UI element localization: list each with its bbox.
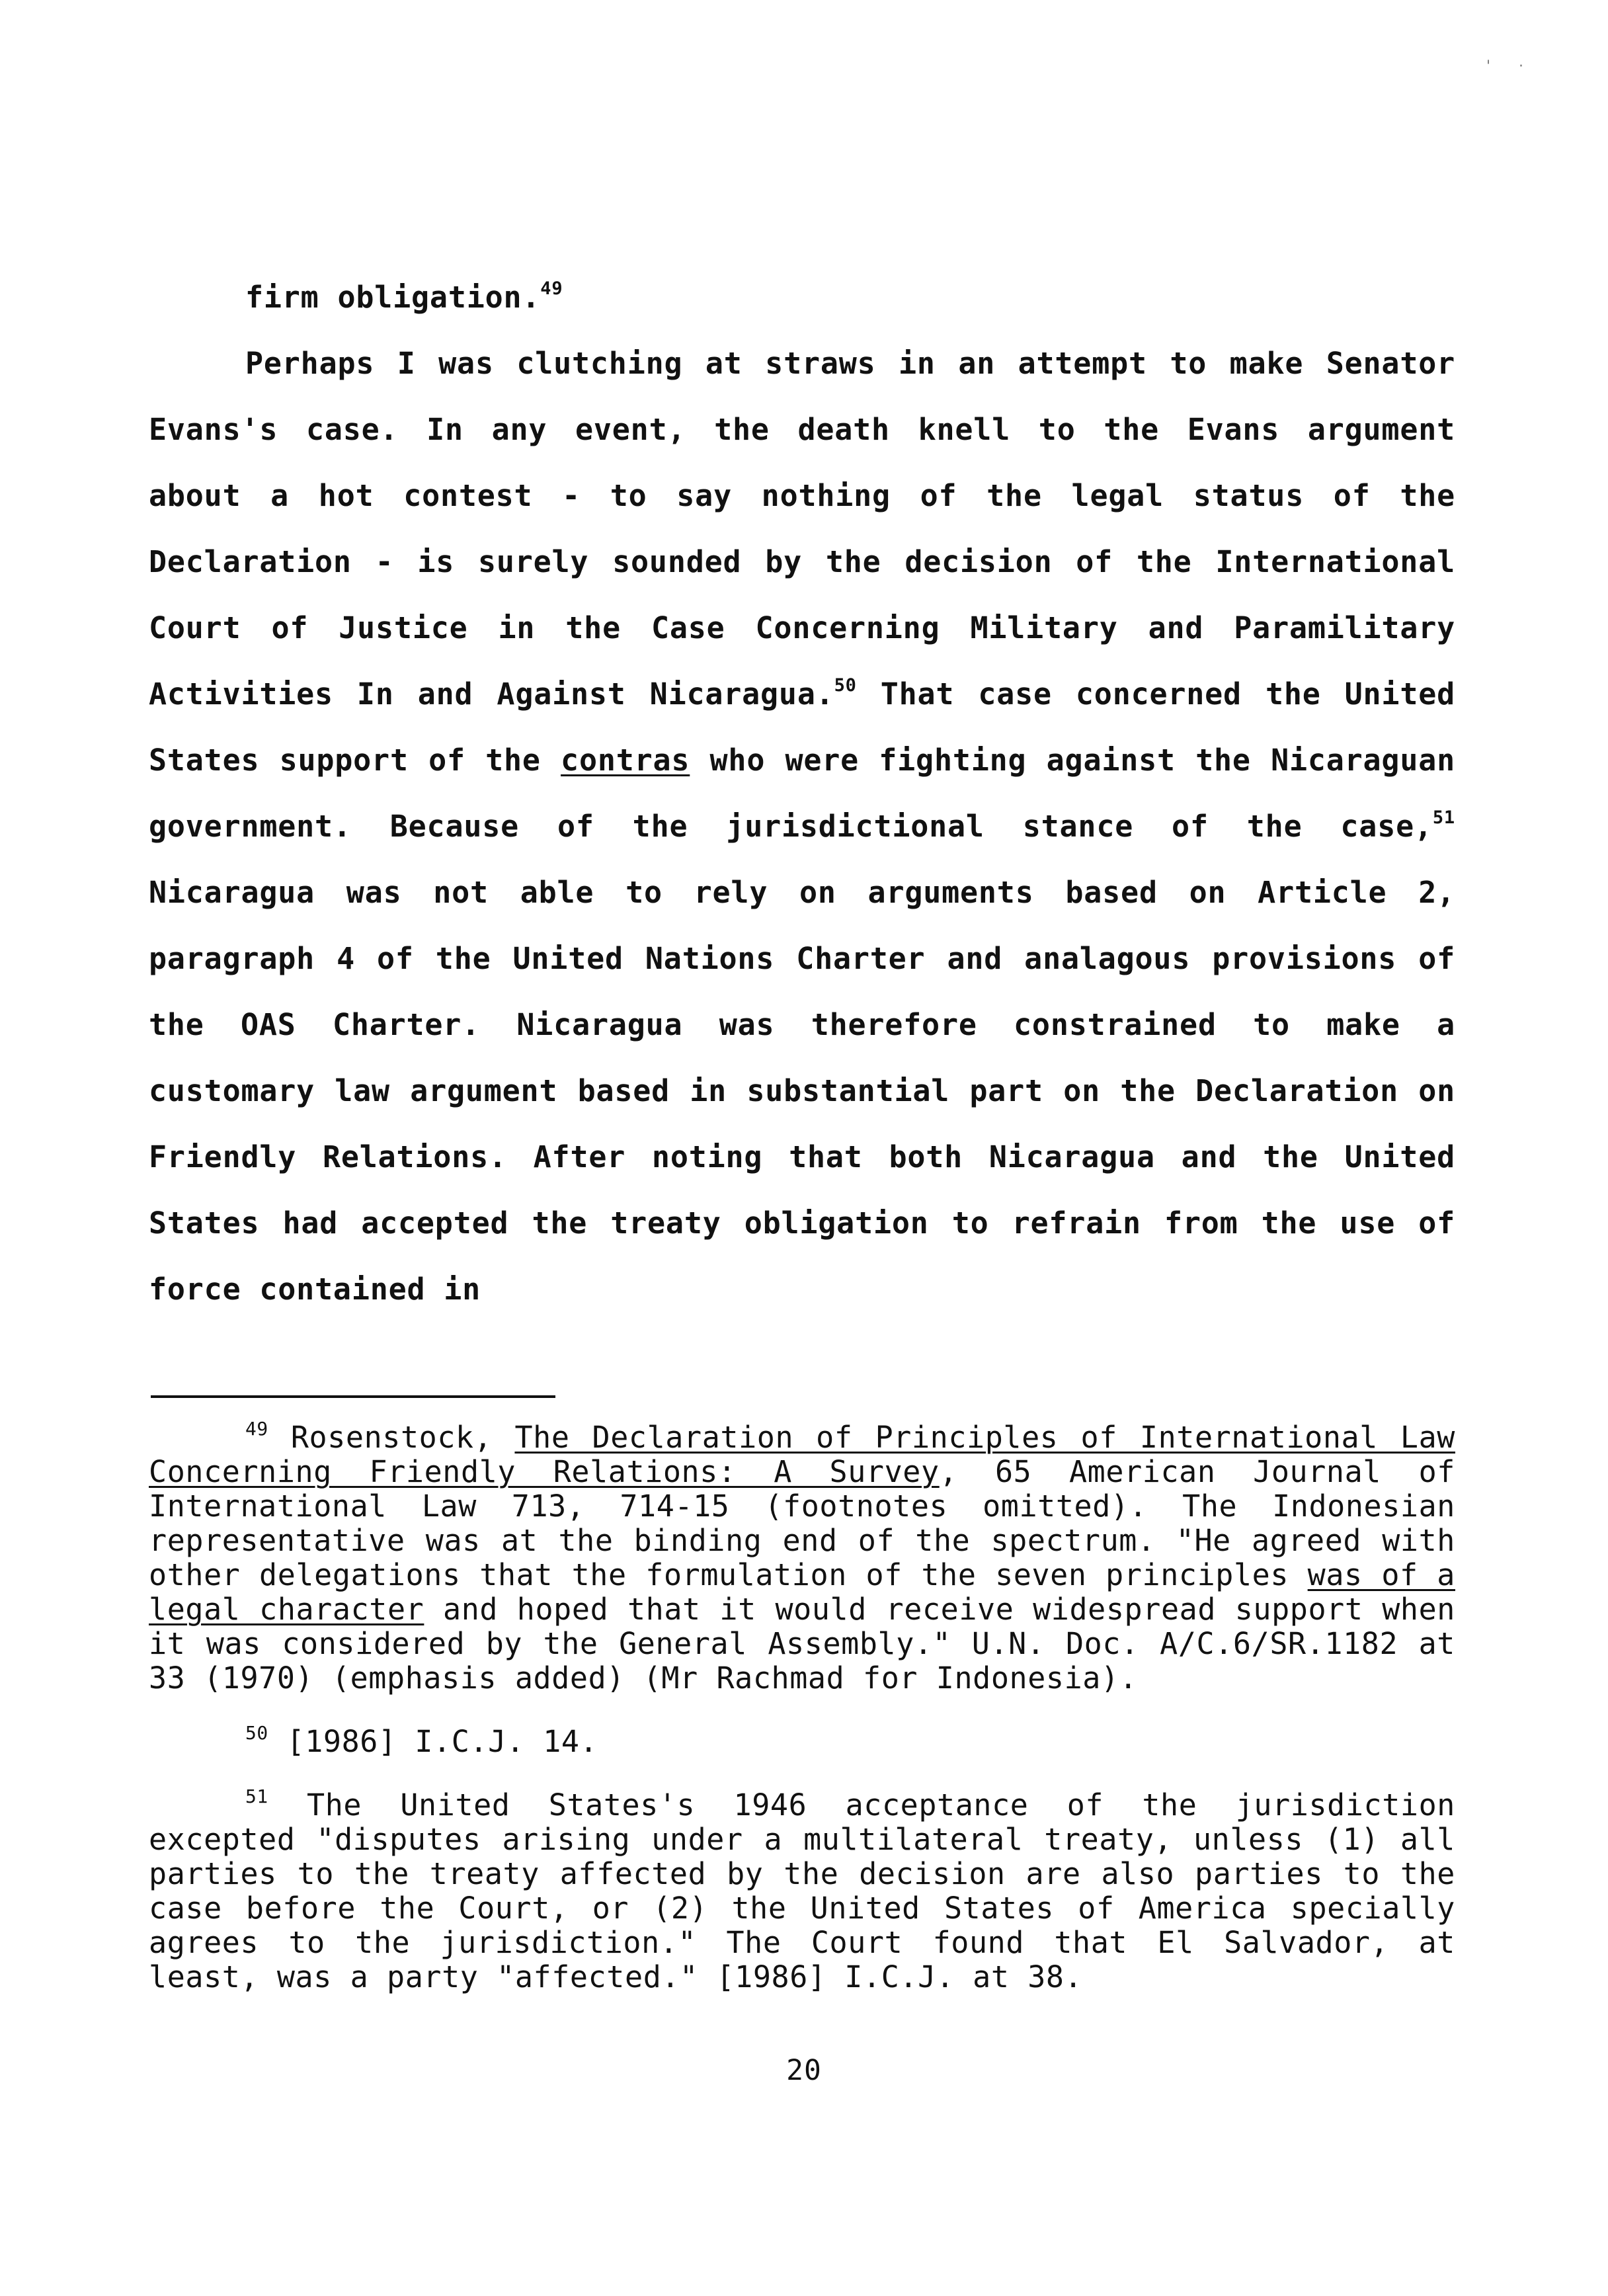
footnote-text: , 65 American Journal of International Law 713, 714-15 (footnotes omitted). The Indonesian representative was at the binding end of the spectrum. "He agreed with other delegations that the formulation of the seven principles [149, 1454, 1455, 1592]
paragraph-nicaragua [149, 331, 1455, 1323]
footnote-ref-49: 49 [540, 278, 563, 299]
underlined-emphasis: was of a legal character [149, 1557, 1455, 1627]
footnote-51 [149, 1785, 1455, 1994]
footnote-text [268, 1724, 287, 1759]
underlined-title: The Declaration of Principles of International Law Concerning Friendly Relations: A Survey [149, 1420, 1455, 1489]
footnote-text [268, 1787, 307, 1823]
footnote-text: The United States's 1946 acceptance of the jurisdiction excepted "disputes arising under a multilateral treaty, unless (1) all parties to the treaty affected by the decision are also parties to the case before the Court, or (2) the United States of America specially agrees to the jurisdiction." The Court found that El Salvador, at least, was a party "affected." [1986] I.C.J. at 38. [149, 1787, 1455, 1994]
footnote-ref-50: 50 [834, 675, 857, 696]
body-text [149, 265, 1455, 1323]
footnote-49 [149, 1420, 1455, 1696]
footnote-text: and hoped that it would receive widespread support when it was considered by the General Assembly." U.N. Doc. A/C.6/SR.1182 at 33 (1970) (emphasis added) (Mr Rachmad for Indonesia). [149, 1592, 1455, 1696]
footnotes [149, 1420, 1455, 2024]
paragraph-continuation [149, 265, 1455, 331]
paragraph-text: Perhaps I was clutching at straws in an attempt to make Senator Evans's case. In any event, the death knell to the Evans argument about a hot contest - to say nothing of the legal status of the Declaration - is surely sounded by the decision of the International Court of Justice in the Case Concerning Military and Paramilitary Activities In and Against Nicaragua. [149, 346, 1455, 712]
footnote-separator [151, 1395, 555, 1398]
page-number: 20 [786, 2054, 822, 2087]
paragraph-text: who were fighting against the Nicaraguan government. Because of the jurisdictional stance of the case, [149, 743, 1455, 844]
footnote-ref-51: 51 [1432, 807, 1455, 828]
paragraph-text: Nicaragua was not able to rely on arguments based on Article 2, paragraph 4 of the United Nations Charter and analagous provisions of the OAS Charter. Nicaragua was therefore constrained to make a customary law argument based in substantial part on the Declaration on Friendly Relations. After noting that both Nicaragua and the United States had accepted the treaty obligation to refrain from the use of force contained in [149, 875, 1455, 1307]
paragraph-text: That case concerned the United States support of the [149, 676, 1455, 778]
paragraph-text: firm obligation. [245, 280, 541, 315]
footnote-number: 50 [245, 1722, 268, 1744]
footnote-50 [149, 1722, 1455, 1759]
footnote-text: [1986] I.C.J. 14. [286, 1724, 598, 1759]
footnote-number: 51 [245, 1785, 268, 1808]
margin-marks: ' · [1486, 58, 1535, 75]
footnote-text: Rosenstock, [290, 1420, 515, 1455]
underlined-term: contras [561, 743, 690, 778]
footnote-text [268, 1420, 291, 1455]
footnote-number: 49 [245, 1418, 268, 1440]
